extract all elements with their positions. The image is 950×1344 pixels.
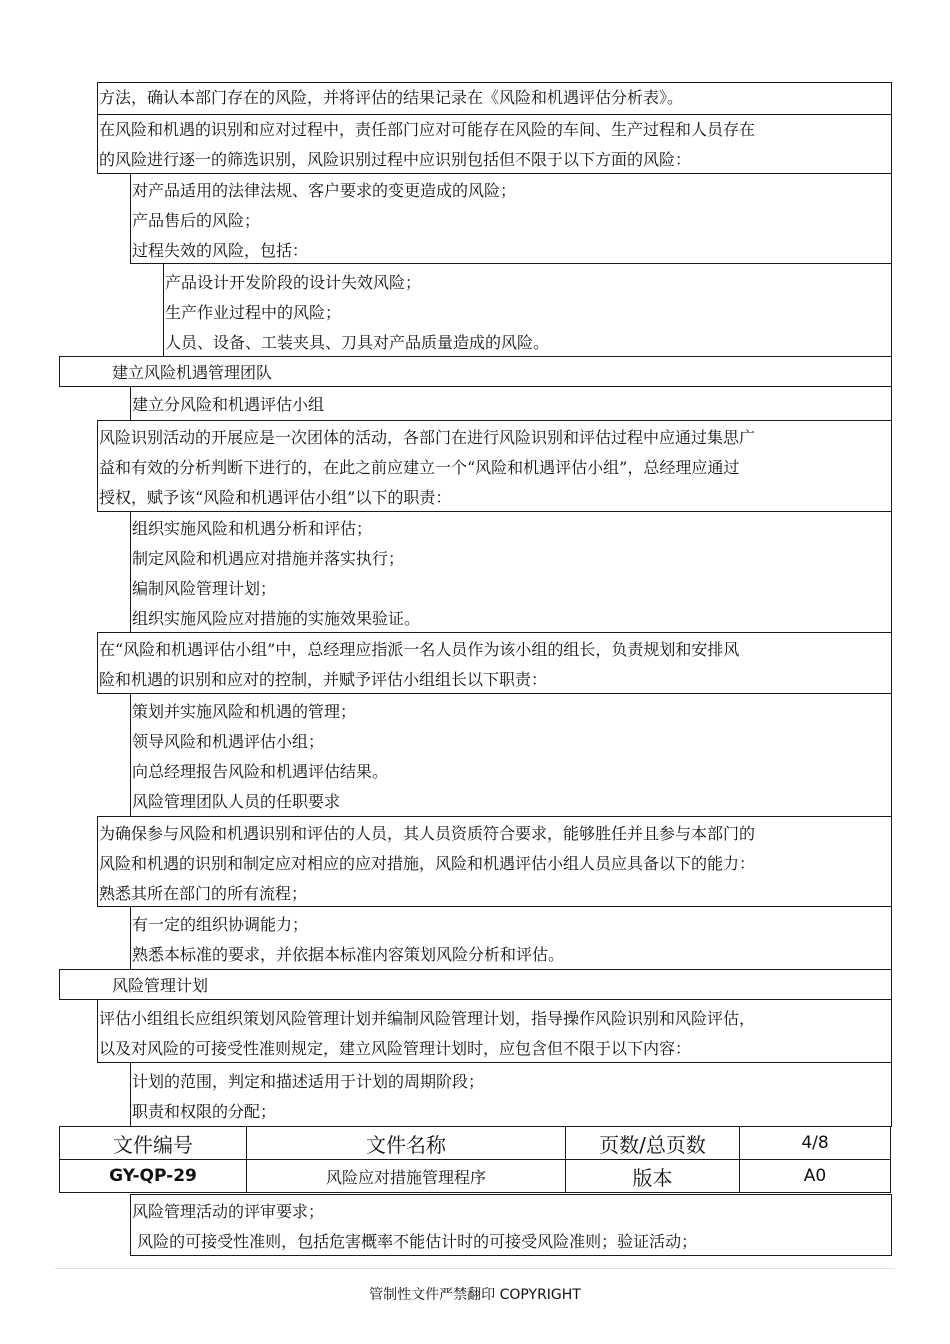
text-block [97, 420, 892, 512]
list-item: 组织实施风险应对措施的实施效果验证。 [132, 609, 421, 628]
version-value: A0 [740, 1160, 891, 1193]
text-line: 以及对风险的可接受性准则规定，建立风险管理计划时，应包含但不限于以下内容： [99, 1039, 692, 1058]
list-item: 向总经理报告风险和机遇评估结果。 [132, 762, 389, 781]
section-title: 建立风险机遇管理团队 [112, 363, 273, 382]
text-line: 评估小组组长应组织策划风险管理计划并编制风险管理计划，指导操作风险识别和风险评估， [99, 1009, 756, 1028]
list-block [163, 263, 892, 357]
text-line: 授权，赋予该“风险和机遇评估小组”以下的职责： [99, 488, 452, 507]
section-heading [59, 356, 892, 387]
list-block [130, 906, 892, 970]
doc-no-value: GY-QP-29 [60, 1160, 247, 1193]
list-block [130, 693, 892, 817]
text-block [97, 114, 892, 174]
subsection-heading [130, 386, 892, 421]
list-item: 计划的范围，判定和描述适用于计划的周期阶段； [132, 1072, 485, 1091]
text-line: 在“风险和机遇评估小组”中，总经理应指派一名人员作为该小组的组长，负责规划和安排风 [99, 640, 740, 659]
doc-no-label: 文件编号 [60, 1127, 247, 1160]
list-item: 人员、设备、工装夹具、刀具对产品质量造成的风险。 [165, 333, 550, 352]
list-item: 生产作业过程中的风险； [165, 303, 342, 322]
text-line: 熟悉其所在部门的所有流程； [99, 884, 308, 903]
pages-label: 页数/总页数 [566, 1127, 740, 1160]
list-block [130, 1062, 892, 1127]
list-item: 产品售后的风险； [132, 211, 261, 230]
section-heading [59, 969, 892, 1000]
list-item: 过程失效的风险，包括： [132, 241, 309, 260]
subsection-title: 建立分风险和机遇评估小组 [132, 395, 325, 414]
list-item: 制定风险和机遇应对措施并落实执行； [132, 549, 405, 568]
list-item: 编制风险管理计划； [132, 579, 277, 598]
list-item: 风险管理活动的评审要求； [132, 1202, 325, 1221]
list-item: 熟悉本标准的要求，并依据本标准内容策划风险分析和评估。 [132, 945, 565, 964]
list-item: 策划并实施风险和机遇的管理； [132, 702, 357, 721]
pages-value: 4/8 [740, 1127, 891, 1160]
list-item: 对产品适用的法律法规、客户要求的变更造成的风险； [132, 181, 517, 200]
text-block [97, 82, 892, 115]
version-label: 版本 [566, 1160, 740, 1193]
text-block [97, 999, 892, 1063]
section-title: 风险管理计划 [112, 976, 209, 995]
text-line: 为确保参与风险和机遇识别和评估的人员，其人员资质符合要求，能够胜任并且参与本部门的 [99, 824, 756, 843]
text-block [97, 632, 892, 694]
text-line: 在风险和机遇的识别和应对过程中，责任部门应对可能存在风险的车间、生产过程和人员存在 [99, 120, 756, 139]
text-line: 的风险进行逐一的筛选识别，风险识别过程中应识别包括但不限于以下方面的风险： [99, 150, 692, 169]
list-item: 产品设计开发阶段的设计失效风险； [165, 273, 422, 292]
copyright-notice: 管制性文件严禁翻印 COPYRIGHT [369, 1287, 581, 1303]
text-line: 风险识别活动的开展应是一次团体的活动，各部门在进行风险识别和评估过程中应通过集思广 [99, 428, 756, 447]
list-block [130, 1194, 892, 1256]
footer-divider [55, 1268, 895, 1269]
list-item: 职责和权限的分配； [132, 1102, 277, 1121]
text-line: 方法，确认本部门存在的风险，并将评估的结果记录在《风险和机遇评估分析表》。 [99, 88, 684, 107]
list-item: 领导风险和机遇评估小组； [132, 732, 325, 751]
document-info-table [59, 1126, 891, 1193]
text-block [97, 816, 892, 907]
doc-name-value: 风险应对措施管理程序 [247, 1160, 566, 1193]
list-item: 风险的可接受性准则，包括危害概率不能估计时的可接受风险准则；验证活动； [132, 1232, 698, 1251]
list-block [130, 173, 892, 264]
subsection-title: 风险管理团队人员的任职要求 [132, 792, 341, 811]
list-item: 组织实施风险和机遇分析和评估； [132, 519, 373, 538]
list-item: 有一定的组织协调能力； [132, 915, 309, 934]
text-line: 益和有效的分析判断下进行的，在此之前应建立一个“风险和机遇评估小组”，总经理应通过 [99, 458, 740, 477]
list-block [130, 511, 892, 633]
text-line: 风险和机遇的识别和制定应对相应的应对措施，风险和机遇评估小组人员应具备以下的能力： [99, 854, 756, 873]
text-line: 险和机遇的识别和应对的控制，并赋予评估小组组长以下职责： [99, 670, 548, 689]
doc-name-label: 文件名称 [247, 1127, 566, 1160]
